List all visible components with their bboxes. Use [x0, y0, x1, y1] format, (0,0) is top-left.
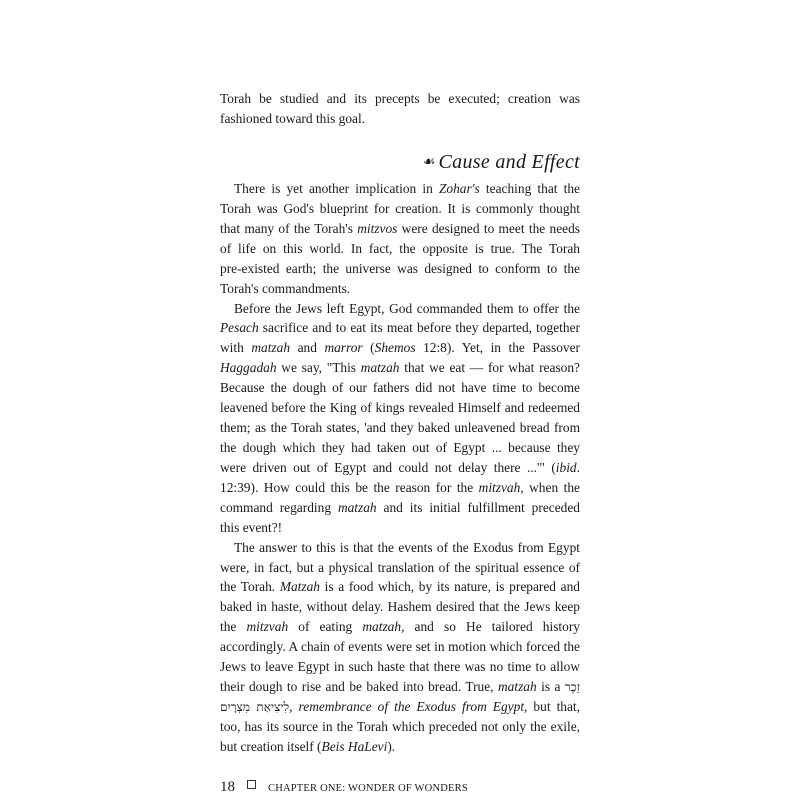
text-segment: Before the Jews left Egypt, God commanded them to offer the	[234, 300, 580, 316]
text-segment: (	[362, 340, 375, 356]
italic-text: ibid	[555, 459, 577, 475]
text-line	[220, 478, 580, 498]
italic-text: matzah	[251, 340, 291, 356]
text-segment: that many of the Torah's	[220, 220, 358, 236]
text-segment: fashioned toward this goal.	[220, 111, 366, 126]
text-line	[220, 378, 580, 398]
italic-text: marror	[324, 340, 363, 356]
text-segment: but creation itself (	[220, 738, 322, 754]
text-segment: ,	[289, 698, 299, 714]
text-segment: pre-existed earth; the universe was designed to conform to the	[220, 260, 580, 276]
italic-text: matzah	[337, 499, 377, 515]
text-segment: too, has its source in the Torah which preceded not only the exile,	[220, 718, 580, 734]
italic-text: matzah	[362, 619, 402, 635]
text-segment: baked in haste, without delay. Hashem desired that the Jews keep	[220, 599, 580, 615]
italic-text: mitzvos	[357, 220, 398, 236]
italic-text: Shemos	[374, 340, 416, 356]
text-line	[220, 558, 580, 578]
square-ornament-icon	[247, 780, 256, 789]
text-segment: , but that,	[524, 698, 580, 714]
text-segment: this event?!	[220, 519, 283, 535]
text-segment: were driven out of Egypt and could not delay there ...'" (	[220, 459, 556, 475]
text-segment: 12:8). Yet, in the Passover	[415, 340, 581, 356]
text-line	[220, 597, 580, 617]
text-line	[220, 259, 580, 279]
italic-text: Matzah	[279, 579, 320, 595]
text-segment: , and so He tailored history	[401, 619, 580, 635]
italic-text: mitzvah	[246, 619, 289, 635]
text-segment: Torah be studied and its precepts be executed; creation was	[220, 91, 580, 106]
text-segment: Because the dough of our fathers did not have time to become	[220, 380, 580, 396]
text-line	[220, 299, 580, 319]
italic-text: Pesach	[220, 320, 259, 336]
body-text	[220, 179, 580, 757]
text-segment: sacrifice and to eat its meat before they departed, together	[258, 320, 580, 336]
text-segment: the Torah.	[220, 579, 280, 595]
page-number: 18	[220, 779, 235, 795]
text-line	[220, 418, 580, 438]
paragraph	[220, 538, 580, 757]
text-line	[220, 239, 580, 259]
section-heading	[423, 150, 580, 175]
text-line	[220, 637, 580, 657]
text-segment: is a	[536, 679, 565, 695]
text-segment: The answer to this is that the events of the Exodus from Egypt	[234, 539, 580, 555]
text-line	[220, 358, 580, 378]
text-line	[220, 279, 580, 299]
text-line	[220, 109, 580, 129]
text-segment: accordingly. A chain of events were set in motion which forced the	[220, 639, 580, 655]
text-segment: of life on this world. In fact, the opposite is true. The Torah	[220, 240, 580, 256]
italic-text: Zohar's	[438, 181, 480, 196]
italic-text: Haggadah	[220, 360, 277, 376]
text-line	[220, 199, 580, 219]
text-segment: Torah's commandments.	[220, 280, 351, 296]
ornament-icon: ☙	[422, 155, 436, 170]
text-segment: of eating	[288, 619, 363, 635]
text-line	[220, 219, 580, 239]
text-segment: .	[576, 459, 580, 475]
text-segment: leavened before the King of kings revealed Himself and redeemed	[220, 400, 580, 416]
text-segment: ).	[387, 738, 396, 754]
text-line	[220, 498, 580, 518]
text-line	[220, 338, 580, 358]
text-segment: teaching that the	[479, 181, 580, 196]
text-segment: their dough to rise and be baked into bread. True,	[220, 679, 498, 695]
italic-text: Beis HaLevi	[321, 738, 388, 754]
text-segment: the dough which they had taken out of Egypt ... because they	[220, 439, 580, 455]
text-segment: them; as the Torah states, 'and they baked unleavened bread from	[220, 420, 580, 436]
text-line	[220, 737, 580, 757]
text-line	[220, 518, 580, 538]
paragraph	[220, 179, 580, 299]
italic-text: matzah	[360, 360, 400, 376]
italic-text: mitzvah	[478, 479, 521, 495]
text-segment: 12:39). How could this be the reason for the	[220, 479, 479, 495]
text-segment: we say, "This	[276, 360, 361, 376]
text-segment: is a food which, by its nature, is prepared and	[320, 579, 580, 595]
text-line	[220, 617, 580, 637]
text-segment: the	[220, 619, 247, 635]
text-line	[220, 318, 580, 338]
text-line	[220, 677, 580, 697]
italic-text: remembrance of the Exodus from Egypt	[298, 698, 525, 714]
text-segment: Jews to leave Egypt in such haste that there was no time to allow	[220, 659, 580, 675]
text-line	[220, 398, 580, 418]
text-segment: command regarding	[220, 499, 338, 515]
hebrew-text: לִיצִיאַת מִצְרָיִם	[220, 699, 290, 714]
text-line	[220, 538, 580, 558]
text-line	[220, 89, 580, 109]
text-segment: and its initial fulfillment preceded	[376, 499, 580, 515]
lead-paragraph	[220, 89, 580, 129]
text-segment: were, in fact, but a physical translation of the spiritual essence of	[220, 559, 580, 575]
hebrew-text: זֵכֶר	[564, 680, 581, 695]
section-title: Cause and Effect	[438, 151, 580, 173]
text-line	[220, 438, 580, 458]
text-line	[220, 179, 580, 199]
text-segment: and	[290, 340, 325, 356]
text-line	[220, 697, 580, 717]
page-footer	[220, 778, 468, 798]
text-line	[220, 577, 580, 597]
text-segment: Torah was God's blueprint for creation. It is commonly thought	[220, 200, 580, 216]
text-segment: that we eat — for what reason?	[399, 360, 580, 376]
text-line	[220, 657, 580, 677]
text-segment: were designed to meet the needs	[397, 220, 580, 236]
text-segment: There is yet another implication in	[234, 181, 439, 196]
text-line	[220, 717, 580, 737]
paragraph	[220, 299, 580, 538]
text-segment: , when the	[520, 479, 580, 495]
text-line	[220, 458, 580, 478]
running-chapter-title: CHAPTER ONE: WONDER OF WONDERS	[268, 783, 468, 794]
text-segment: with	[220, 340, 252, 356]
italic-text: matzah	[497, 679, 537, 695]
